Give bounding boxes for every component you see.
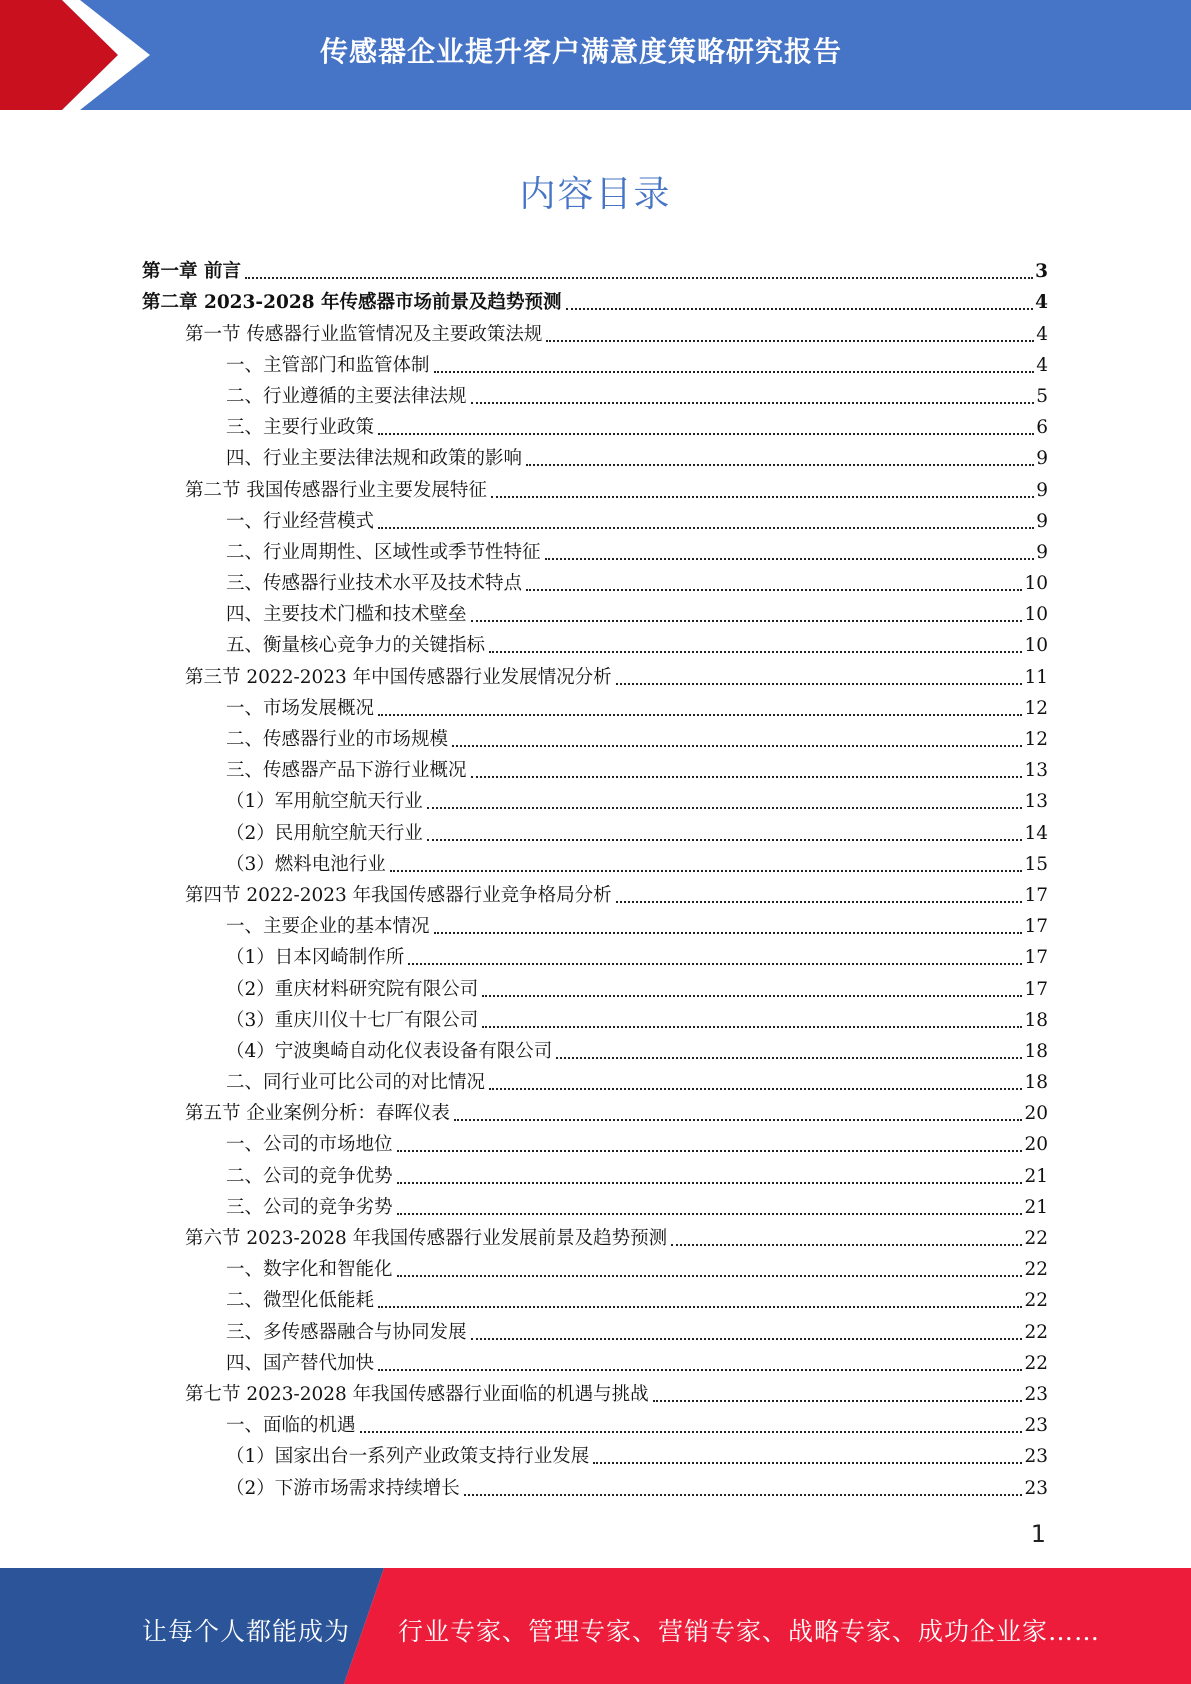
toc-entry-text: （1）军用航空航天行业: [226, 791, 423, 813]
toc-entry-page: 13: [1024, 760, 1048, 782]
toc-entry-page: 4: [1036, 354, 1048, 376]
toc-entry-text: 一、主要企业的基本情况: [226, 916, 430, 938]
toc-entry-page: 15: [1024, 853, 1048, 875]
toc-entry[interactable]: [142, 690, 1048, 721]
toc-leader-dots: [556, 1057, 1022, 1059]
toc-entry[interactable]: [142, 471, 1048, 502]
toc-leader-dots: [464, 1494, 1023, 1496]
toc-entry-page: 14: [1024, 822, 1048, 844]
toc-entry-page: 21: [1024, 1165, 1048, 1187]
toc-leader-dots: [471, 776, 1023, 778]
toc-entry[interactable]: [142, 1376, 1048, 1407]
toc-entry-text: 一、面临的机遇: [226, 1415, 356, 1437]
toc-leader-dots: [397, 1275, 1023, 1277]
toc-entry-page: 9: [1036, 479, 1048, 501]
toc-entry-text: 二、行业周期性、区域性或季节性特征: [226, 541, 541, 563]
toc-entry-text: （2）民用航空航天行业: [226, 822, 423, 844]
toc-entry-page: 12: [1024, 697, 1048, 719]
toc-entry-text: （4）宁波奥崎自动化仪表设备有限公司: [226, 1040, 553, 1062]
toc-entry-text: 第二节 我国传感器行业主要发展特征: [185, 479, 487, 501]
toc-leader-dots: [427, 839, 1023, 841]
table-of-contents: [142, 253, 1048, 1501]
toc-entry-page: 17: [1024, 947, 1048, 969]
toc-entry-page: 23: [1024, 1383, 1048, 1405]
toc-entry-text: 三、主要行业政策: [226, 417, 375, 439]
toc-entry-text: 第三节 2022-2023 年中国传感器行业发展情况分析: [185, 666, 612, 688]
toc-leader-dots: [526, 464, 1034, 466]
header-band: [0, 0, 1191, 110]
toc-leader-dots: [671, 1244, 1022, 1246]
toc-entry-page: 22: [1024, 1352, 1048, 1374]
toc-entry[interactable]: [142, 970, 1048, 1001]
toc-leader-dots: [408, 963, 1022, 965]
toc-entry-page: 10: [1024, 573, 1048, 595]
toc-entry[interactable]: [142, 908, 1048, 939]
toc-entry[interactable]: [142, 1313, 1048, 1344]
header-arrow-icon: [0, 0, 160, 110]
toc-entry-text: 三、多传感器融合与协同发展: [226, 1321, 467, 1343]
toc-entry-text: 一、行业经营模式: [226, 510, 375, 532]
toc-entry[interactable]: [142, 1220, 1048, 1251]
toc-entry-page: 23: [1024, 1477, 1048, 1499]
toc-entry-text: 五、衡量核心竞争力的关键指标: [226, 635, 486, 657]
toc-leader-dots: [471, 620, 1023, 622]
toc-entry[interactable]: [142, 1126, 1048, 1157]
toc-leader-dots: [434, 371, 1035, 373]
toc-entry-text: （2）下游市场需求持续增长: [226, 1477, 460, 1499]
footer-band: [0, 1568, 1191, 1684]
toc-entry-page: 22: [1024, 1321, 1048, 1343]
page-number: 1: [1030, 1520, 1046, 1548]
toc-entry-page: 12: [1024, 729, 1048, 750]
toc-entry[interactable]: [142, 315, 1048, 346]
toc-entry-text: 一、主管部门和监管体制: [226, 354, 430, 376]
toc-leader-dots: [378, 1369, 1022, 1371]
toc-entry[interactable]: [142, 783, 1048, 814]
toc-leader-dots: [378, 433, 1034, 435]
toc-entry-text: 一、数字化和智能化: [226, 1259, 393, 1281]
toc-entry-text: （2）重庆材料研究院有限公司: [226, 978, 479, 1000]
report-title: 传感器企业提升客户满意度策略研究报告: [320, 35, 843, 68]
footer-slogan-right: 行业专家、管理专家、营销专家、战略专家、成功企业家……: [398, 1617, 1101, 1646]
toc-entry-page: 9: [1036, 510, 1048, 532]
toc-entry-page: 23: [1024, 1415, 1048, 1437]
toc-entry[interactable]: [142, 284, 1048, 315]
toc-entry[interactable]: [142, 877, 1048, 908]
toc-entry-text: 三、公司的竞争劣势: [226, 1196, 393, 1218]
toc-leader-dots: [397, 1213, 1023, 1215]
toc-entry-page: 17: [1024, 884, 1048, 906]
toc-entry[interactable]: [142, 409, 1048, 440]
toc-leader-dots: [397, 1182, 1023, 1184]
toc-entry[interactable]: [142, 658, 1048, 689]
toc-entry[interactable]: [142, 1251, 1048, 1282]
toc-entry[interactable]: [142, 939, 1048, 970]
toc-leader-dots: [427, 807, 1023, 809]
toc-entry[interactable]: [142, 503, 1048, 534]
toc-entry[interactable]: [142, 846, 1048, 877]
toc-entry[interactable]: [142, 534, 1048, 565]
toc-entry-text: 第四节 2022-2023 年我国传感器行业竞争格局分析: [185, 884, 612, 906]
toc-leader-dots: [397, 1150, 1023, 1152]
toc-entry-text: 一、公司的市场地位: [226, 1134, 393, 1156]
footer-slogan-left: 让每个人都能成为: [142, 1617, 351, 1646]
toc-entry[interactable]: [142, 721, 1048, 752]
toc-leader-dots: [489, 1088, 1022, 1090]
toc-entry[interactable]: [142, 1064, 1048, 1095]
toc-entry-page: 10: [1024, 604, 1048, 626]
toc-leader-dots: [378, 1306, 1022, 1308]
toc-entry[interactable]: [142, 1033, 1048, 1064]
toc-entry-text: 三、传感器产品下游行业概况: [226, 760, 467, 782]
toc-entry[interactable]: [142, 565, 1048, 596]
toc-entry-page: 20: [1024, 1134, 1048, 1156]
toc-leader-dots: [653, 1400, 1023, 1402]
toc-leader-dots: [454, 1119, 1023, 1121]
toc-leader-dots: [482, 995, 1022, 997]
toc-entry-text: 第一节 传感器行业监管情况及主要政策法规: [185, 323, 543, 345]
toc-entry-text: 四、行业主要法律法规和政策的影响: [226, 448, 523, 470]
toc-entry-page: 18: [1024, 1072, 1048, 1094]
toc-entry-text: 二、行业遵循的主要法律法规: [226, 385, 467, 407]
toc-entry[interactable]: [142, 1282, 1048, 1313]
toc-entry[interactable]: [142, 1189, 1048, 1220]
toc-entry-text: 第一章 前言: [142, 261, 241, 283]
toc-entry-page: 10: [1024, 635, 1048, 657]
toc-heading: 内容目录: [519, 174, 672, 215]
toc-entry[interactable]: [142, 1157, 1048, 1188]
toc-entry-page: 6: [1036, 417, 1048, 439]
toc-leader-dots: [434, 932, 1023, 934]
toc-entry[interactable]: [142, 253, 1048, 284]
toc-entry[interactable]: [142, 347, 1048, 378]
toc-entry-text: 二、公司的竞争优势: [226, 1165, 393, 1187]
toc-entry-text: 第七节 2023-2028 年我国传感器行业面临的机遇与挑战: [185, 1383, 649, 1405]
toc-entry-page: 4: [1036, 323, 1048, 345]
toc-entry-text: （1）日本冈崎制作所: [226, 947, 405, 969]
toc-leader-dots: [545, 558, 1035, 560]
toc-entry-text: 第二章 2023-2028 年传感器市场前景及趋势预测: [142, 292, 562, 314]
toc-entry-text: （3）重庆川仪十七厂有限公司: [226, 1009, 479, 1031]
toc-entry-text: （3）燃料电池行业: [226, 853, 386, 875]
toc-entry[interactable]: [142, 378, 1048, 409]
toc-entry-text: 一、市场发展概况: [226, 697, 375, 719]
toc-entry-text: 四、主要技术门槛和技术壁垒: [226, 604, 467, 626]
toc-leader-dots: [471, 1338, 1023, 1340]
toc-entry-page: 5: [1036, 385, 1048, 407]
toc-entry-page: 9: [1036, 541, 1048, 563]
toc-entry-page: 11: [1024, 666, 1048, 688]
toc-entry[interactable]: [142, 814, 1048, 845]
toc-entry-page: 20: [1024, 1103, 1048, 1125]
toc-entry[interactable]: [142, 1095, 1048, 1126]
toc-entry[interactable]: [142, 1345, 1048, 1376]
toc-leader-dots: [245, 277, 1033, 279]
toc-entry-text: 二、传感器行业的市场规模: [226, 729, 449, 750]
toc-leader-dots: [471, 402, 1035, 404]
toc-leader-dots: [616, 901, 1023, 903]
toc-leader-dots: [546, 340, 1034, 342]
toc-entry-page: 22: [1024, 1259, 1048, 1281]
toc-entry[interactable]: [142, 596, 1048, 627]
toc-entry-page: 22: [1024, 1290, 1048, 1312]
toc-entry-page: 21: [1024, 1196, 1048, 1218]
toc-entry-page: 17: [1024, 916, 1048, 938]
toc-entry-page: 23: [1024, 1446, 1048, 1468]
toc-leader-dots: [526, 589, 1022, 591]
toc-entry-text: 二、同行业可比公司的对比情况: [226, 1072, 486, 1094]
toc-leader-dots: [360, 1431, 1023, 1433]
toc-entry[interactable]: [142, 627, 1048, 658]
toc-entry-text: 第五节 企业案例分析：春晖仪表: [185, 1103, 450, 1125]
toc-leader-dots: [452, 745, 1022, 747]
toc-entry-page: 18: [1024, 1040, 1048, 1062]
toc-entry[interactable]: [142, 1002, 1048, 1033]
toc-entry[interactable]: [142, 1469, 1048, 1500]
toc-entry-text: 三、传感器行业技术水平及技术特点: [226, 573, 523, 595]
toc-leader-dots: [378, 714, 1022, 716]
toc-leader-dots: [378, 527, 1034, 529]
toc-entry-page: 9: [1036, 448, 1048, 470]
toc-leader-dots: [566, 308, 1034, 310]
toc-entry-text: 二、微型化低能耗: [226, 1290, 375, 1312]
toc-leader-dots: [616, 683, 1023, 685]
toc-entry-page: 13: [1024, 791, 1048, 813]
toc-entry-text: 四、国产替代加快: [226, 1352, 375, 1374]
toc-leader-dots: [593, 1462, 1022, 1464]
toc-entry-page: 17: [1024, 978, 1048, 1000]
toc-entry[interactable]: [142, 440, 1048, 471]
toc-leader-dots: [489, 651, 1022, 653]
toc-entry-text: （1）国家出台一系列产业政策支持行业发展: [226, 1446, 590, 1468]
toc-entry[interactable]: [142, 1438, 1048, 1469]
toc-entry-page: 22: [1024, 1228, 1048, 1249]
toc-entry-page: 3: [1035, 261, 1048, 283]
toc-leader-dots: [491, 496, 1034, 498]
toc-entry[interactable]: [142, 1407, 1048, 1438]
toc-entry-page: 18: [1024, 1009, 1048, 1031]
toc-leader-dots: [390, 870, 1023, 872]
toc-entry-page: 4: [1035, 292, 1048, 314]
toc-entry[interactable]: [142, 752, 1048, 783]
toc-leader-dots: [482, 1026, 1022, 1028]
toc-entry-text: 第六节 2023-2028 年我国传感器行业发展前景及趋势预测: [185, 1228, 668, 1249]
